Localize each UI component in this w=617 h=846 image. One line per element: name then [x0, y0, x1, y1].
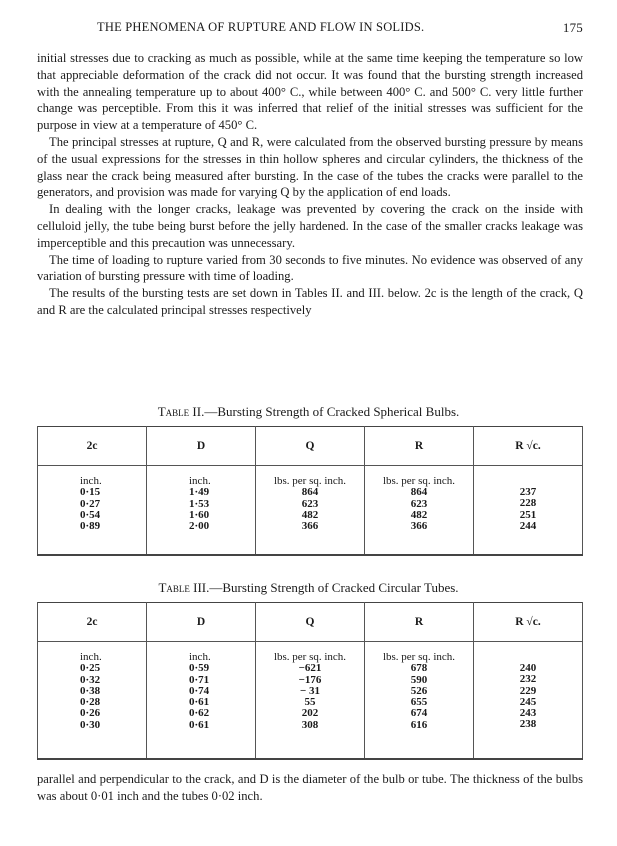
body-text — [37, 50, 583, 319]
table-3 — [37, 602, 583, 760]
unit-label: inch. — [189, 651, 211, 663]
column-header: R √c. — [474, 427, 583, 466]
unit-label: lbs. per sq. inch. — [382, 651, 456, 663]
unit-label: inch. — [189, 475, 211, 487]
column-header: Q — [256, 427, 365, 466]
unit-label: inch. — [80, 475, 102, 487]
unit-label: lbs. per sq. inch. — [273, 651, 347, 663]
paragraph: In dealing with the longer cracks, leakage was prevented by covering the crack on the inside with celluloid jelly, the tube being burst before the jelly hardened. In the case of the smaller cracks leakage was imperceptible and this precaution was unnecessary. — [37, 202, 583, 250]
closing-text — [37, 771, 583, 805]
column-values: 237 228 251 244 — [519, 486, 537, 532]
column-header: 2c — [38, 427, 147, 466]
column-header: R — [365, 427, 474, 466]
column-header: R — [365, 603, 474, 642]
table-3-caption — [0, 580, 617, 596]
paragraph: initial stresses due to cracking as much as possible, while at the same time keeping the temperature so low that appreciable deformation of the crack did not occur. It was found that the bursting strength increased with the annealing temperature up to about 400° C., while between 400° C. and 500° C. very little further change was perceptible. From this it was inferred that relief of the initial stresses was sufficient for the purpose in view at a temperature of 450° C. — [37, 51, 583, 133]
table-2-caption — [0, 404, 617, 420]
table-2-title: —Bursting Strength of Cracked Spherical Bulbs. — [204, 404, 460, 419]
paragraph: The time of loading to rupture varied from 30 seconds to five minutes. No evidence was observed of any variation of bursting pressure with time of loading. — [37, 252, 583, 284]
header-row — [38, 603, 583, 642]
table-row — [38, 642, 583, 760]
column-header: Q — [256, 603, 365, 642]
column-values: 1·49 1·53 1·60 2·00 — [189, 486, 210, 533]
column-cell — [365, 642, 474, 760]
paragraph: The results of the bursting tests are set down in Tables II. and III. below. 2c is the length of the crack, Q and R are the calculated principal stresses respectively — [37, 286, 583, 317]
column-cell — [147, 466, 256, 556]
column-cell — [474, 466, 583, 556]
header-title: THE PHENOMENA OF RUPTURE AND FLOW IN SOLIDS. — [97, 20, 425, 34]
column-cell — [256, 466, 365, 556]
table-3-title: —Bursting Strength of Cracked Circular Tubes. — [209, 580, 459, 595]
column-values: −621 −176 − 31 55 202 308 — [298, 662, 322, 731]
column-values: 0·25 0·32 0·38 0·28 0·26 0·30 — [80, 662, 101, 731]
table-2-label: Table II. — [157, 404, 205, 419]
column-cell — [147, 642, 256, 760]
column-header: D — [147, 427, 256, 466]
column-header: 2c — [38, 603, 147, 642]
column-values: 864 623 482 366 — [301, 486, 319, 533]
column-cell — [38, 642, 147, 760]
column-header: D — [147, 603, 256, 642]
unit-label: lbs. per sq. inch. — [382, 475, 456, 487]
column-values: 240 232 229 245 243 238 — [519, 662, 537, 731]
column-cell — [256, 642, 365, 760]
unit-label: lbs. per sq. inch. — [273, 475, 347, 487]
unit-label: inch. — [80, 651, 102, 663]
column-cell — [365, 466, 474, 556]
column-cell — [474, 642, 583, 760]
table-3-label: Table III. — [158, 580, 210, 595]
column-values: 0·15 0·27 0·54 0·89 — [80, 486, 101, 533]
paragraph: The principal stresses at rupture, Q and R, were calculated from the observed bursting pressure by means of the usual expressions for the stresses in thin hollow spheres and circular cylinders, the thickness of the glass near the crack being measured after bursting. In the case of the tubes the cracks were parallel to the generators, and provision was made for varying Q by the application of end loads. — [37, 134, 583, 200]
table-2 — [37, 426, 583, 556]
table-row — [38, 466, 583, 556]
paragraph: parallel and perpendicular to the crack, and D is the diameter of the bulb or tube. The thickness of the bulbs was about 0·01 inch and the tubes 0·02 inch. — [37, 772, 583, 803]
column-values: 0·59 0·71 0·74 0·61 0·62 0·61 — [189, 662, 210, 731]
column-values: 864 623 482 366 — [410, 486, 428, 533]
page-number: 175 — [562, 20, 583, 35]
column-values: 678 590 526 655 674 616 — [410, 662, 428, 731]
column-cell — [38, 466, 147, 556]
column-header: R √c. — [474, 603, 583, 642]
header-row — [38, 427, 583, 466]
